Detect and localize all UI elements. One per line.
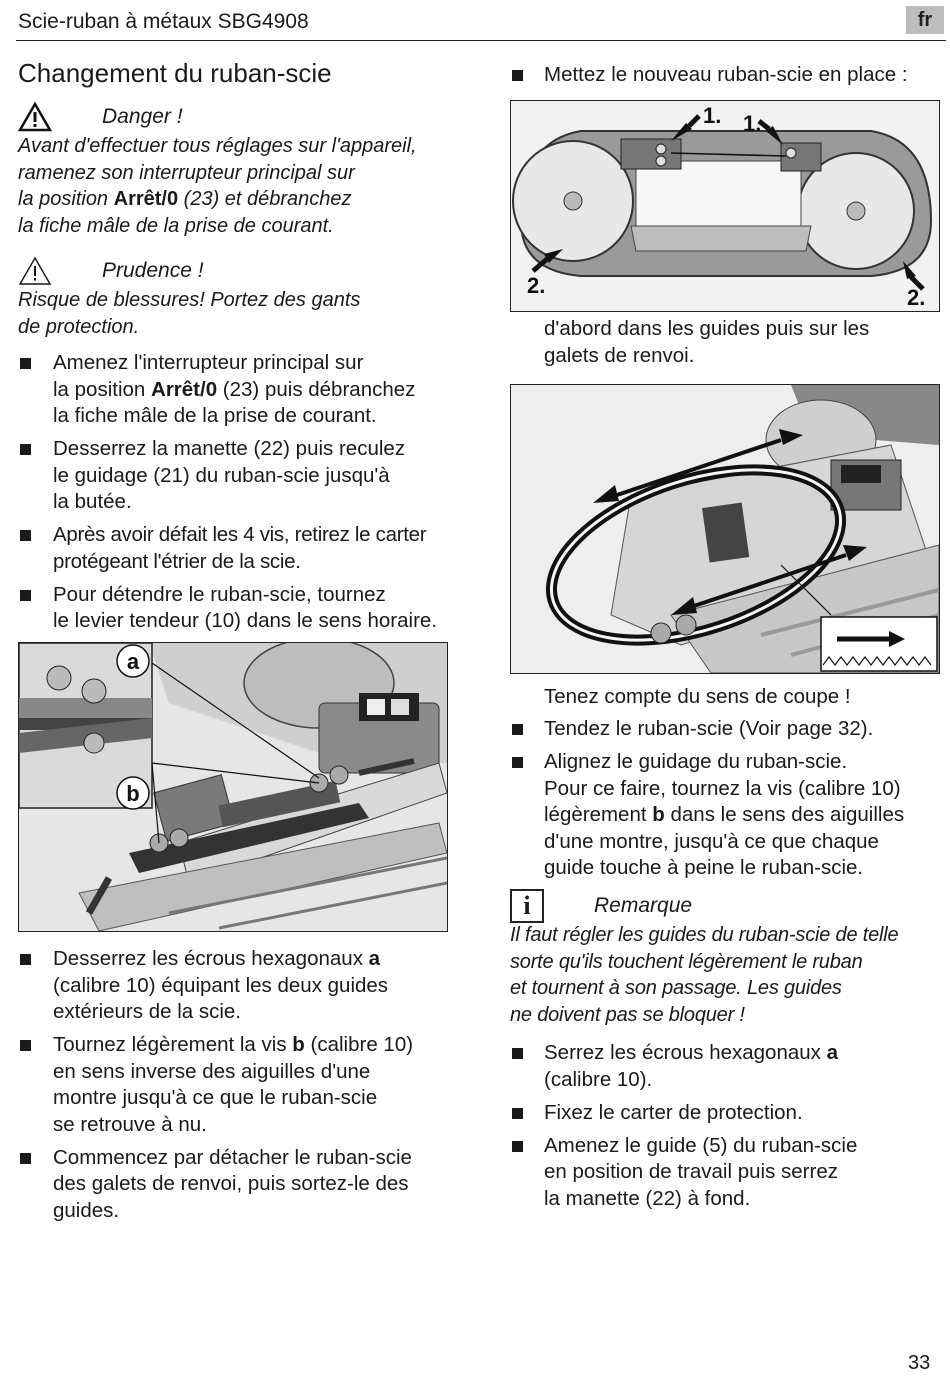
caution-triangle-icon [18, 256, 52, 286]
danger-text: Avant d'effectuer tous réglages sur l'appareil, ramenez son interrupteur principal sur la position Arrêt/0 (23) et débranchez la fiche mâle de la prise de courant. [18, 135, 417, 237]
list-item: Pour détendre le ruban-scie, tournez le levier tendeur (10) dans le sens horaire. [18, 582, 458, 635]
list-item: Mettez le nouveau ruban-scie en place : [510, 62, 942, 89]
bullet-list-right-1 [510, 62, 942, 95]
bullet-list-bottom [18, 946, 458, 1231]
figure-label-2a: 2. [527, 273, 546, 298]
band-wheels-illustration [511, 101, 939, 311]
language-badge: fr [906, 6, 944, 34]
figure-cutting-direction [510, 384, 940, 674]
caution-note [18, 255, 458, 340]
list-item: Desserrez les écrous hexagonaux a (calibre 10) équipant les deux guides extérieurs de la scie. [18, 946, 458, 1026]
caution-label: Prudence ! [102, 259, 204, 282]
info-icon: i [510, 889, 544, 923]
bullet-list-right-3 [510, 1040, 942, 1219]
list-item: Amenez l'interrupteur principal sur la position Arrêt/0 (23) puis débranchez la fiche mâle de la prise de courant. [18, 350, 458, 430]
figure-label-1b: 1. [743, 111, 762, 136]
list-item: Commencez par détacher le ruban-scie des galets de renvoi, puis sortez-le des guides. [18, 1145, 458, 1225]
list-item: Tendez le ruban-scie (Voir page 32). [510, 716, 942, 743]
list-item: Desserrez la manette (22) puis reculez le guidage (21) du ruban-scie jusqu'à la butée. [18, 436, 458, 516]
list-item: Serrez les écrous hexagonaux a (calibre 10). [510, 1040, 942, 1093]
cut-direction-inset [821, 617, 937, 671]
remark-label: Remarque [594, 894, 693, 917]
list-item: Alignez le guidage du ruban-scie. Pour ce faire, tournez la vis (calibre 10) légèrement b dans le sens des aiguilles d'une montre, jusqu'à ce que chaque guide touche à peine le ruban-scie. [510, 749, 942, 882]
figure-saw-guides [18, 642, 448, 932]
header-title: Scie-ruban à métaux SBG4908 [18, 10, 309, 33]
header-divider [16, 40, 946, 41]
section-title: Changement du ruban-scie [18, 58, 332, 88]
paragraph-cutting-direction: Tenez compte du sens de coupe ! [544, 685, 851, 708]
remark-note [510, 890, 942, 1028]
bullet-list-right-2 [510, 716, 942, 888]
saw-guides-illustration [19, 643, 447, 931]
page-number: 33 [908, 1352, 931, 1374]
danger-note [18, 101, 458, 239]
list-item: Fixez le carter de protection. [510, 1100, 942, 1127]
list-item: Amenez le guide (5) du ruban-scie en position de travail puis serrez la manette (22) à fond. [510, 1133, 942, 1213]
figure-label-2b: 2. [907, 285, 926, 310]
cutting-direction-illustration [511, 385, 939, 673]
list-item: Tournez légèrement la vis b (calibre 10) en sens inverse des aiguilles d'une montre jusqu'à ce que le ruban-scie se retrouve à nu. [18, 1032, 458, 1138]
warning-triangle-icon [18, 102, 52, 132]
list-item: Après avoir défait les 4 vis, retirez le carter protégeant l'étrier de la scie. [18, 522, 458, 575]
danger-label: Danger ! [102, 105, 183, 128]
caution-text: Risque de blessures! Portez des gants de protection. [18, 289, 361, 338]
figure-label-a: a [126, 649, 140, 674]
left-column [18, 58, 458, 641]
bullet-list-top [18, 350, 458, 635]
remark-text: Il faut régler les guides du ruban-scie de telle sorte qu'ils touchent légèrement le ruban et tournent à son passage. Les guides ne doivent pas se bloquer ! [510, 924, 899, 1026]
figure-label-b: b [126, 781, 140, 806]
paragraph-guides-first: d'abord dans les guides puis sur les galets de renvoi. [544, 317, 870, 367]
figure-band-wheels [510, 100, 940, 312]
figure-label-1a: 1. [703, 103, 722, 128]
